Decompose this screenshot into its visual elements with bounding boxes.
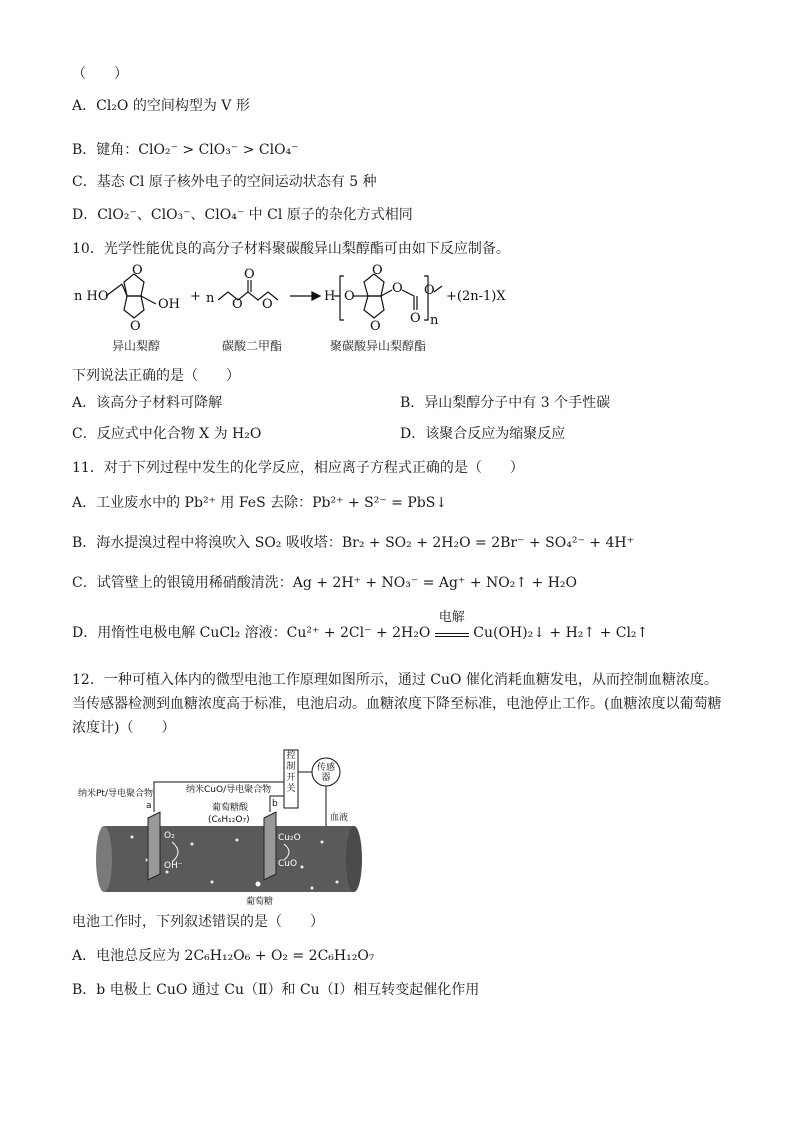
electrode-b-label: b: [272, 799, 278, 809]
q9-bracket: （ ）: [72, 66, 128, 82]
o2-label: O₂: [164, 831, 175, 841]
dmc-o-right: O: [262, 297, 273, 312]
q9-option-d: D．ClO₂⁻、ClO₃⁻、ClO₄⁻ 中 Cl 原子的杂化方式相同: [72, 207, 413, 223]
byproduct: +(2n-1)X: [446, 289, 506, 304]
cu2o-label: Cu₂O: [278, 833, 301, 843]
q10-option-b: B．异山梨醇分子中有 3 个手性碳: [400, 395, 611, 411]
glucose-particle: [256, 882, 261, 887]
gluconic-acid-formula: (C₆H₁₂O₇): [208, 815, 250, 825]
q11-d-condition-label: 电解: [438, 610, 465, 625]
electrode-a-label: a: [146, 801, 152, 811]
sensor-label: 传感器: [316, 763, 336, 783]
q9-option-a: A．Cl₂O 的空间构型为 V 形: [72, 98, 250, 114]
isosorbide-ring-o-bottom: O: [130, 319, 141, 334]
electrode-a: [148, 812, 160, 880]
caption-polymer: 聚碳酸异山梨醇酯: [330, 339, 427, 353]
q10-reaction-figure: [72, 262, 506, 358]
electrode-b: [264, 812, 276, 880]
q10-stem: 10．光学性能优良的高分子材料聚碳酸异山梨醇酯可由如下反应制备。: [72, 241, 510, 257]
pt-electrode-label: 纳米Pt/导电聚合物: [78, 789, 153, 799]
blood-vessel: [96, 826, 362, 892]
gluconic-acid-label: 葡萄糖酸: [212, 803, 249, 813]
plus-sign: +: [190, 289, 201, 304]
q11-d-left: D．用惰性电极电解 CuCl₂ 溶液：Cu²⁺ + 2Cl⁻ + 2H₂O: [72, 625, 431, 641]
polymer-o-left: O: [344, 289, 355, 304]
polymer-ring-o-top: O: [372, 263, 383, 278]
q12-ask: 电池工作时，下列叙述错误的是（ ）: [72, 914, 324, 930]
dmc-n: n: [206, 291, 215, 306]
q10-option-d: D．该聚合反应为缩聚反应: [400, 426, 566, 442]
isosorbide-oh: OH: [158, 297, 180, 312]
dmc-o-left: O: [232, 297, 243, 312]
polymer-subscript-n: n: [430, 313, 439, 328]
caption-dimethyl-carbonate: 碳酸二甲酯: [222, 339, 283, 353]
q12-option-a: A．电池总反应为 2C₆H₁₂O₆ + O₂ = 2C₆H₁₂O₇: [72, 948, 375, 964]
polymer-h: H: [324, 289, 336, 304]
q11-option-a: A．工业废水中的 Pb²⁺ 用 FeS 去除：Pb²⁺ + S²⁻ = PbS↓: [72, 495, 448, 511]
oh-label: OH⁻: [164, 861, 183, 871]
q11-stem: 11．对于下列过程中发生的化学反应，相应离子方程式正确的是（ ）: [72, 460, 524, 476]
q10-ask: 下列说法正确的是（ ）: [72, 368, 240, 384]
q11-d-condition-bar: [435, 633, 469, 637]
q11-option-b: B．海水提溴过程中将溴吹入 SO₂ 吸收塔：Br₂ + SO₂ + 2H₂O = 2Br⁻ + SO₄²⁻ + 4H⁺: [72, 535, 634, 551]
q9-option-b: B．键角：ClO₂⁻ > ClO₃⁻ > ClO₄⁻: [72, 142, 299, 158]
q10-option-c: C．反应式中化合物 X 为 H₂O: [72, 426, 262, 442]
q12-battery-figure: [72, 742, 372, 908]
cuo-electrode-label: 纳米CuO/导电聚合物: [186, 785, 272, 795]
isosorbide-ring-o-top: O: [132, 263, 143, 278]
blood-label: 血液: [330, 813, 349, 823]
polymer-end-o: O: [424, 283, 435, 298]
polymer-carbonyl-o: O: [410, 311, 421, 326]
q11-d-right: Cu(OH)₂↓ + H₂↑ + Cl₂↑: [473, 625, 649, 641]
q11-option-c: C．试管壁上的银镜用稀硝酸清洗：Ag + 2H⁺ + NO₃⁻ = Ag⁺ + NO₂↑ + H₂O: [72, 575, 578, 591]
isosorbide-left-group: n HO: [74, 289, 109, 304]
polymer-ring-o-bottom: O: [370, 319, 381, 334]
q10-option-a: A．该高分子材料可降解: [72, 395, 223, 411]
reaction-arrow: [290, 292, 320, 300]
q9-option-c: C．基态 Cl 原子核外电子的空间运动状态有 5 种: [72, 174, 377, 190]
q12-stem: 12．一种可植入体内的微型电池工作原理如图所示，通过 CuO 催化消耗血糖发电，从而控制血糖浓度。当传感器检测到血糖浓度高于标准，电池启动。血糖浓度下降至标准，电池停止工作。(血糖浓度以葡萄糖浓度计)（ ）: [72, 672, 722, 736]
q11-option-d: [72, 610, 649, 643]
isosorbide-structure: [106, 274, 156, 318]
dmc-o-top: O: [244, 267, 255, 282]
q12-option-b: B．b 电极上 CuO 通过 Cu（Ⅱ）和 Cu（Ⅰ）相互转变起催化作用: [72, 982, 480, 998]
glucose-label: 葡萄糖: [246, 897, 274, 907]
caption-isosorbide: 异山梨醇: [112, 339, 161, 353]
polymer-o-right: O: [392, 281, 403, 296]
q11-d-condition: [435, 610, 469, 637]
control-switch-label: 控制开关: [286, 751, 296, 794]
cuo-label: CuO: [278, 859, 298, 869]
